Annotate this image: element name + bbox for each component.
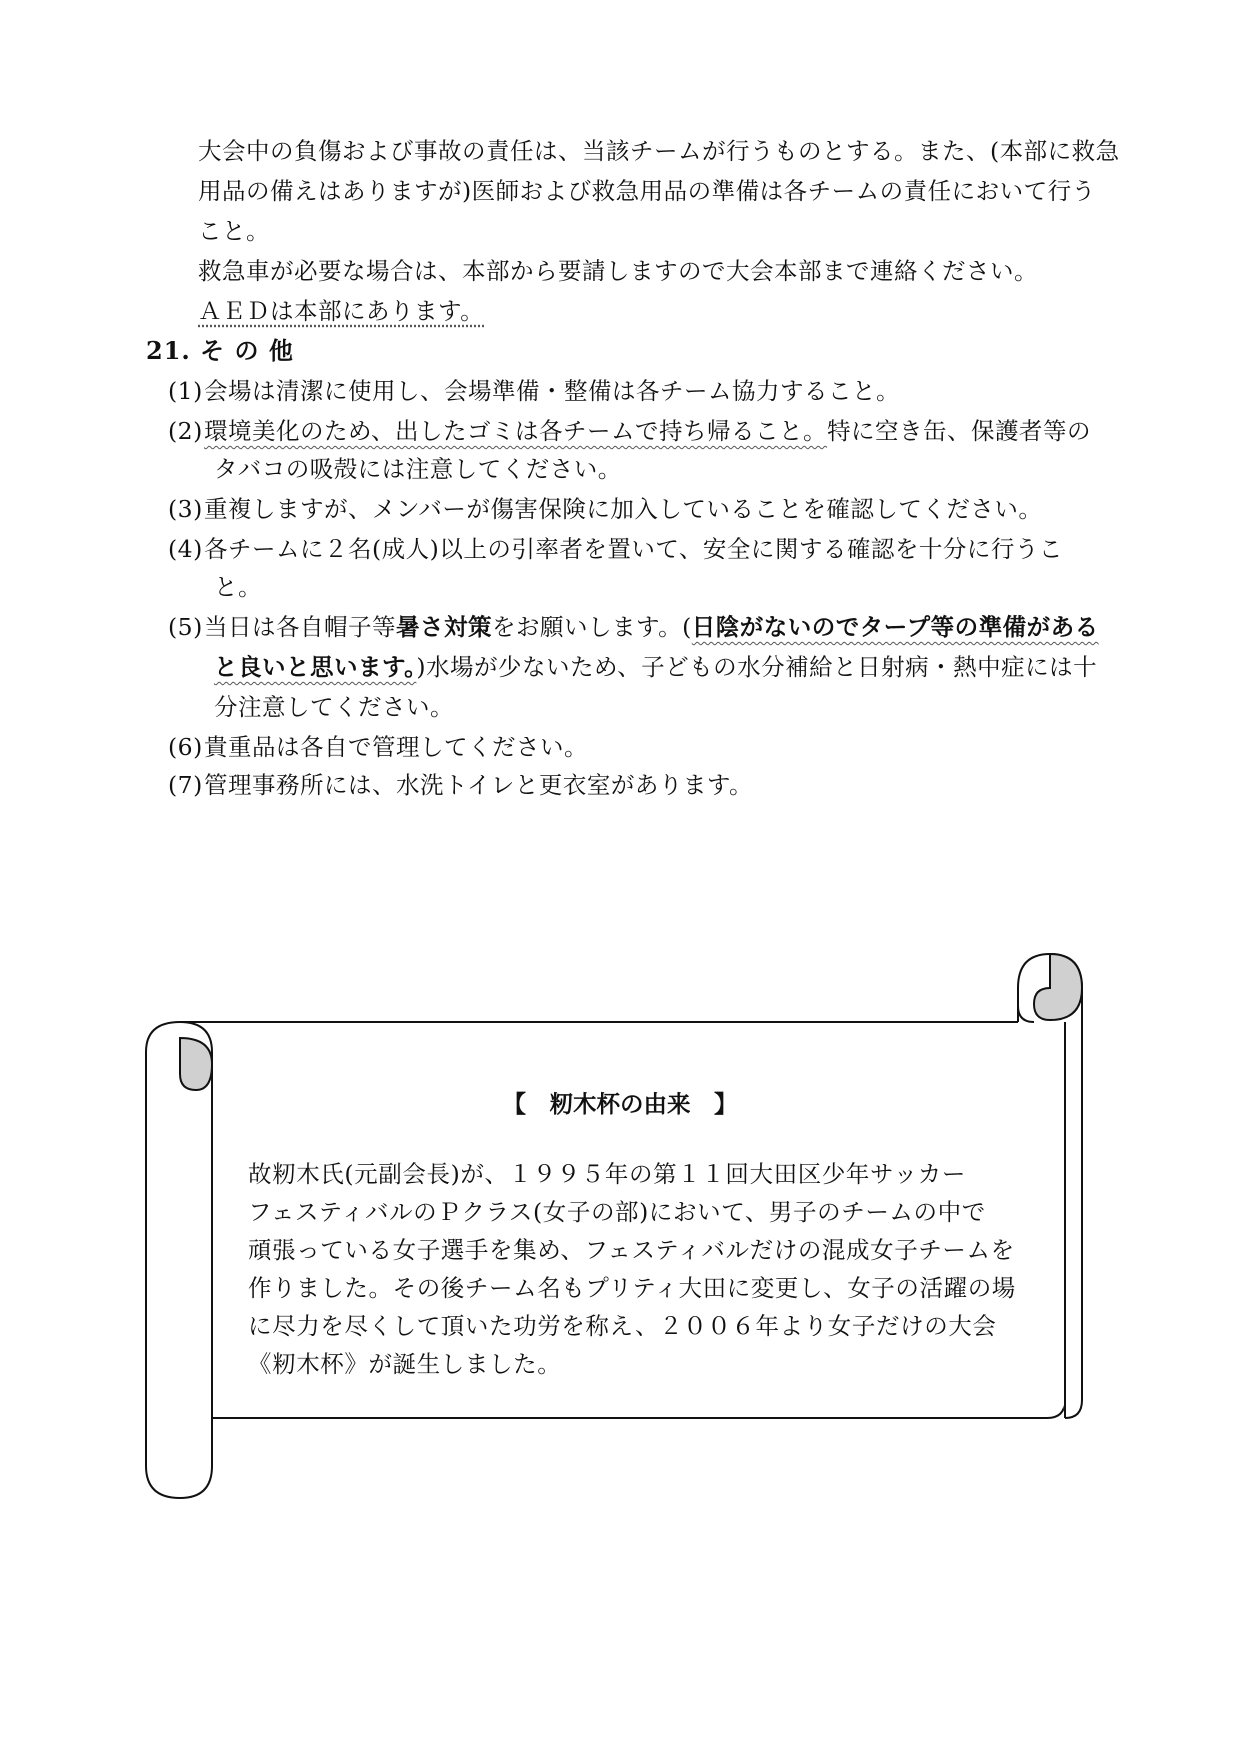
item-1-text: 会場は清潔に使用し、会場準備・整備は各チーム協力すること。 bbox=[204, 377, 900, 405]
item-6-text: 貴重品は各自で管理してください。 bbox=[204, 733, 588, 761]
scroll-para-line-4: 作りました。その後チーム名もプリティ大田に変更し、女子の活躍の場 bbox=[248, 1274, 1016, 1302]
item-4-number: (4) bbox=[168, 535, 203, 563]
scroll-para-line-5: に尽力を尽くして頂いた功労を称え、２００６年より女子だけの大会 bbox=[248, 1312, 997, 1340]
sec20-aed-line: ＡＥＤは本部にあります。 bbox=[198, 297, 485, 325]
item-2-line-2: タバコの吸殻には注意してください。 bbox=[214, 455, 622, 483]
item-6-number: (6) bbox=[168, 733, 203, 761]
section-21-heading: 21. そ の 他 bbox=[146, 336, 294, 365]
sec20-line-4: 救急車が必要な場合は、本部から要請しますので大会本部まで連絡ください。 bbox=[198, 257, 1038, 285]
item-5-text-f: )水場が少ないため、子どもの水分補給と日射病・熱中症には十 bbox=[416, 653, 1098, 681]
item-5-bold-shade: 日陰がないのでタープ等の準備がある bbox=[691, 613, 1099, 641]
item-5-number: (5) bbox=[168, 613, 203, 641]
item-4-text: 各チームに２名(成人)以上の引率者を置いて、安全に関する確認を十分に行うこ bbox=[204, 535, 1063, 563]
item-3-number: (3) bbox=[168, 495, 203, 523]
item-2-text: 特に空き缶、保護者等の bbox=[827, 417, 1092, 445]
item-5-bold-heat: 暑さ対策 bbox=[396, 613, 492, 641]
scroll-title: 【 籾木杯の由来 】 bbox=[502, 1090, 738, 1118]
item-4-line-2: と。 bbox=[214, 573, 262, 601]
sec20-line-3: こと。 bbox=[198, 217, 270, 245]
item-7-number: (7) bbox=[168, 771, 203, 799]
scroll-para-line-3: 頑張っている女子選手を集め、フェスティバルだけの混成女子チームを bbox=[248, 1236, 1015, 1264]
item-3-text: 重複しますが、メンバーが傷害保険に加入していることを確認してください。 bbox=[204, 495, 1043, 523]
item-5-line-3: 分注意してください。 bbox=[214, 693, 454, 721]
item-1-number: (1) bbox=[168, 377, 203, 405]
item-5-bold-good: と良いと思います。 bbox=[214, 653, 417, 681]
item-5-text-c: をお願いします。( bbox=[492, 613, 692, 641]
sec20-line-2: 用品の備えはありますが)医師および救急用品の準備は各チームの責任において行う bbox=[198, 177, 1096, 205]
item-5-text-a: 当日は各自帽子等 bbox=[204, 613, 396, 641]
scroll-para-line-6: 《籾木杯》が誕生しました。 bbox=[248, 1350, 562, 1378]
item-7-text: 管理事務所には、水洗トイレと更衣室があります。 bbox=[204, 771, 753, 799]
item-2-underlined-text: 環境美化のため、出したゴミは各チームで持ち帰ること。 bbox=[204, 417, 828, 445]
sec20-line-1: 大会中の負傷および事故の責任は、当該チームが行うものとする。また、(本部に救急 bbox=[198, 137, 1120, 165]
scroll-para-line-1: 故籾木氏(元副会長)が、１９９５年の第１１回大田区少年サッカー bbox=[248, 1160, 966, 1188]
item-2-number: (2) bbox=[168, 417, 203, 445]
scroll-para-line-2: フェスティバルのＰクラス(女子の部)において、男子のチームの中で bbox=[248, 1198, 986, 1226]
